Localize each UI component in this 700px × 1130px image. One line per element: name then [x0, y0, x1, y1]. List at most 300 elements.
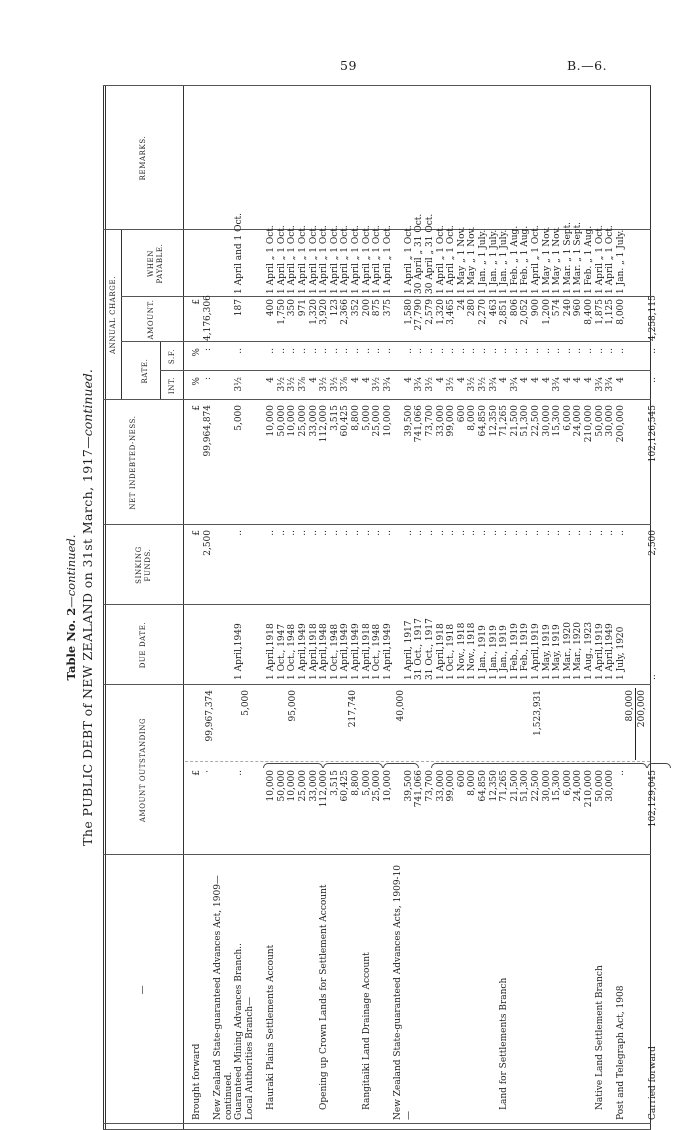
col-rule	[121, 341, 651, 342]
table-cell-when	[245, 230, 256, 294]
table-cell-label	[436, 860, 447, 1120]
table-cell-int: 4	[435, 377, 446, 383]
table-cell-int: 3¾	[594, 377, 605, 392]
table-cell-net: 50,000	[276, 405, 287, 437]
table-cell-net: 21,500	[509, 405, 520, 437]
table-cell-net: 39,500	[403, 405, 414, 437]
table-cell-charge: 187	[234, 299, 245, 317]
table-cell-charge: 960	[573, 299, 584, 317]
table-cell-int: 3¾	[488, 377, 499, 392]
table-cell-int: 3½	[234, 377, 245, 392]
land-settlements-total: 1,523,931	[533, 690, 543, 736]
table-cell-amt: 30,000	[605, 770, 616, 802]
table-cell-sf: ..	[541, 348, 552, 354]
brought-forward-total: 99,967,374	[205, 690, 215, 742]
table-cell-due: 1 Feb., 1919	[509, 623, 520, 680]
table-cell-charge: 2,851	[499, 299, 510, 325]
table-cell-net: 10,000	[382, 405, 393, 437]
page-reference: B.—6.	[567, 58, 608, 73]
table-cell-sf: ..	[509, 348, 520, 354]
table-cell-charge: 2,052	[520, 299, 531, 325]
total-rule	[635, 688, 636, 760]
table-cell-label: Post and Telegraph Act, 1908	[615, 985, 626, 1120]
table-cell-due: 1 Jan., 1919	[478, 625, 489, 680]
table-cell-int	[224, 377, 235, 399]
table-cell-sf-amt	[256, 530, 267, 602]
table-cell-sf-amt: ..	[541, 530, 552, 536]
table-cell-when	[393, 230, 404, 294]
table-cell-when: 1 April „ 1 Oct.	[361, 225, 372, 294]
col-rule	[103, 684, 651, 685]
table-cell-due	[393, 605, 404, 680]
table-cell-sf: ..	[403, 348, 414, 354]
table-cell-sf: ..	[361, 348, 372, 354]
table-cell-label	[446, 860, 457, 1120]
table-cell-due: 1 April,1949	[297, 623, 308, 680]
table-cell-sf: ..	[297, 348, 308, 354]
table-cell-sf: ..	[456, 348, 467, 354]
table-cell-amt: 99,000	[446, 770, 457, 802]
table-cell-sf: ..	[287, 348, 298, 354]
table-cell-when: 1 April „ 1 Oct.	[372, 225, 383, 294]
table-cell-amt: 600	[456, 770, 467, 788]
table-cell-label	[298, 860, 309, 1120]
table-cell-net: 71,265	[499, 405, 510, 437]
table-cell-sf: ..	[234, 348, 245, 354]
table-cell-amt: 50,000	[276, 770, 287, 802]
table-cell-when: 30 April „ 31 Oct.	[414, 213, 425, 294]
mining-total: 5,000	[241, 690, 251, 716]
table-cell-label: New Zealand State-guaranteed Advances Acts, 1909-10—	[393, 864, 414, 1120]
table-cell-charge	[245, 299, 256, 341]
table-cell-label	[510, 860, 521, 1120]
table-cell-when: 1 Feb. „ 1 Aug.	[509, 225, 520, 294]
table-cell-label	[478, 860, 489, 1120]
table-cell-charge: 352	[350, 299, 361, 317]
table-cell-sf-amt: ..	[403, 530, 414, 536]
table-cell-net	[637, 405, 648, 522]
table-cell-sf: %	[192, 348, 202, 357]
when-payable-column	[192, 212, 658, 294]
col-rule	[103, 854, 651, 855]
table-cell-label	[224, 860, 235, 1120]
table-cell-label: Hauraki Plains Settlements Account	[266, 944, 277, 1110]
table-cell-net: 8,000	[467, 405, 478, 431]
table-cell-sf: ..	[478, 348, 489, 354]
table-cell-when: 1 April „ 1 Oct.	[287, 225, 298, 294]
table-cell-sf-amt: ..	[297, 530, 308, 536]
table-cell-sf: ..	[605, 348, 616, 354]
table-cell-amt	[256, 770, 267, 850]
hauraki-total: 95,000	[288, 690, 298, 722]
table-cell-net: 30,000	[541, 405, 552, 437]
table-cell-amt	[626, 770, 637, 850]
table-cell-charge	[213, 299, 224, 341]
table-cell-label	[467, 860, 478, 1120]
table-cell-label	[372, 860, 383, 1120]
table-cell-due: 1 April,1919	[531, 623, 541, 680]
table-cell-due	[224, 605, 235, 680]
table-cell-when: 1 April „ 1 Oct.	[531, 225, 541, 294]
table-cell-sf-amt: 2,500	[202, 530, 213, 556]
table-cell-label	[605, 860, 616, 1120]
table-cell-amt: 22,500	[531, 770, 541, 802]
table-cell-when: 1 April and 1 Oct.	[234, 212, 245, 294]
table-cell-int: 3¾	[382, 377, 393, 392]
sinking-funds-column	[192, 530, 658, 602]
table-cell-amt	[213, 770, 224, 850]
table-cell-int: 4	[266, 377, 277, 383]
table-cell-charge: 875	[372, 299, 383, 317]
rate-header: RATE.	[141, 358, 149, 384]
crown-lands-total: 217,740	[348, 690, 358, 728]
table-cell-charge: 1,580	[403, 299, 414, 325]
table-cell-sf-amt: ..	[425, 530, 436, 536]
blank-header: —	[138, 984, 148, 995]
table-cell-net: 102,126,545	[647, 405, 658, 463]
table-cell-int: 3½	[276, 377, 287, 392]
table-cell-amt: 5,000	[361, 770, 372, 796]
table-cell-int: 3¾	[552, 377, 563, 392]
table-cell-label	[563, 860, 574, 1120]
table-cell-label	[277, 860, 288, 1120]
table-cell-charge: 4,258,115	[647, 295, 658, 341]
table-cell-when: 1 Mar. „ 1 Sept.	[573, 221, 584, 294]
table-cell-when	[213, 230, 224, 294]
table-cell-when: 1 Jan. „ 1 July.	[615, 229, 626, 294]
table-cell-due	[626, 605, 637, 680]
crown-lands-brace	[323, 763, 383, 768]
amount-header: AMOUNT.	[147, 299, 155, 340]
table-cell-label: Rangitaiki Land Drainage Account	[361, 952, 372, 1110]
table-cell-amt	[224, 770, 235, 850]
amount-subcolumn-rule	[185, 761, 650, 762]
table-cell-net: 24,000	[573, 405, 584, 437]
table-cell-when: 1 May „ 1 Nov.	[467, 226, 478, 294]
table-cell-sf-amt: ..	[308, 530, 319, 536]
table-cell-net: 8,800	[350, 405, 361, 431]
rotated-table-sheet	[55, 85, 658, 1130]
col-rule	[103, 524, 651, 525]
table-cell-charge: £	[192, 299, 202, 305]
table-cell-int: 3¾	[605, 377, 616, 392]
annual-amount-column	[192, 295, 658, 341]
table-cell-int: 4	[456, 377, 467, 383]
table-cell-int: %	[192, 377, 202, 386]
table-cell-int: 3⅞	[340, 377, 351, 392]
table-cell-label: Local Authorities Branch—	[244, 996, 255, 1120]
table-cell-when: 1 April „ 1 Oct.	[605, 225, 616, 294]
table-cell-net: 33,000	[435, 405, 446, 437]
land-settlements-brace	[431, 763, 647, 768]
table-cell-sf: ..	[266, 348, 277, 354]
table-cell-due: 1 Jan., 1919	[488, 625, 499, 680]
table-cell-amt: 3,515	[329, 770, 340, 796]
native-land-total: 80,000	[625, 690, 635, 722]
table-cell-amt: 33,000	[308, 770, 319, 802]
table-cell-when: 1 April „ 1 Oct.	[446, 225, 457, 294]
table-cell-charge: 971	[297, 299, 308, 317]
top-rule-double	[105, 85, 106, 1130]
amount-outstanding-column	[192, 770, 658, 850]
table-cell-sf: ..	[583, 348, 594, 354]
table-cell-net	[224, 405, 235, 522]
table-cell-due	[637, 605, 648, 680]
net-indebtedness-header: NET INDEBTED-NESS.	[129, 415, 137, 510]
table-cell-due	[192, 605, 203, 680]
table-cell-charge: 240	[562, 299, 573, 317]
table-cell-sf: ..	[488, 348, 499, 354]
table-cell-due: 31 Oct., 1917	[425, 618, 436, 680]
table-cell-sf-amt: ..	[234, 530, 245, 536]
table-cell-when: 1 April „ 1 Oct.	[350, 225, 361, 294]
table-cell-sf-amt: 2,500	[647, 530, 658, 556]
table-cell-label: Land for Settlements Branch	[499, 977, 510, 1110]
table-cell-when	[256, 230, 267, 294]
table-cell-charge: 8,000	[615, 299, 626, 325]
table-cell-label: Guaranteed Mining Advances Branch..	[234, 943, 245, 1120]
table-cell-charge: 1,320	[435, 299, 446, 325]
due-date-column	[192, 605, 658, 680]
table-cell-label	[425, 860, 436, 1120]
table-cell-int: 3½	[467, 377, 478, 392]
table-cell-when: 1 April „ 1 Oct.	[340, 225, 351, 294]
table-cell-int: 4	[499, 377, 510, 383]
table-cell-amt: ..	[615, 770, 626, 776]
table-cell-when: 1 April „ 1 Oct.	[435, 225, 446, 294]
sf-header: S.F.	[168, 348, 176, 365]
table-cell-due: 1 Oct., 1948	[372, 623, 383, 680]
table-cell-charge: 1,200	[541, 299, 552, 325]
table-cell-when: 1 Feb. „ 1 Aug.	[583, 225, 594, 294]
table-cell-due: 1 Oct., 1948	[287, 623, 298, 680]
table-cell-amt: 15,300	[552, 770, 563, 802]
table-cell-int: 3½	[287, 377, 298, 392]
table-cell-sf-amt: ..	[605, 530, 616, 536]
table-cell-label	[584, 860, 595, 1120]
table-cell-int	[256, 377, 267, 399]
table-cell-when: 1 April „ 1 Oct.	[319, 225, 330, 294]
table-cell-int: 3½	[372, 377, 383, 392]
table-cell-amt: 741,066	[414, 770, 425, 808]
table-cell-sf: ..	[562, 348, 573, 354]
table-cell-charge: 8,400	[583, 299, 594, 325]
table-cell-net: 5,000	[234, 405, 245, 431]
when-payable-header: WHEN PAYABLE.	[147, 243, 164, 284]
table-cell-due: 1 April,1948	[319, 623, 330, 680]
table-cell-sf-amt: ..	[531, 530, 541, 536]
table-cell-label: Carried forward	[647, 1046, 658, 1120]
table-cell-net: 3,515	[329, 405, 340, 431]
sinking-funds-header: SINKING FUNDS.	[135, 546, 152, 584]
table-cell-net: 99,964,874	[202, 405, 213, 457]
table-cell-sf-amt: ..	[350, 530, 361, 536]
table-cell-amt	[393, 770, 404, 850]
table-cell-when: 1 April „ 1 Oct.	[297, 225, 308, 294]
table-cell-sf: ..	[372, 348, 383, 354]
table-cell-sf: ..	[435, 348, 446, 354]
table-cell-sf-amt: ..	[414, 530, 425, 536]
table-cell-charge: 3,465	[446, 299, 457, 325]
table-cell-int: 4	[520, 377, 531, 383]
table-cell-label	[309, 860, 320, 1120]
table-cell-when	[192, 230, 203, 294]
table-cell-amt: 51,300	[520, 770, 531, 802]
table-cell-amt: 39,500	[403, 770, 414, 802]
net-indebtedness-column	[192, 405, 658, 522]
table-cell-net: 30,000	[605, 405, 616, 437]
table-cell-sf	[393, 348, 404, 370]
table-cell-due: 1 April,1949	[382, 623, 393, 680]
table-cell-label: Native Land Settlement Branch	[594, 965, 605, 1110]
table-cell-net: 12,350	[488, 405, 499, 437]
table-cell-sf: ..	[446, 348, 457, 354]
table-cell-charge: 2,579	[425, 299, 436, 325]
table-cell-sf-amt: ..	[488, 530, 499, 536]
table-cell-charge: 806	[509, 299, 520, 317]
table-cell-int: 3½	[319, 377, 330, 392]
table-cell-amt	[245, 770, 256, 850]
table-cell-sf-amt	[224, 530, 235, 602]
table-cell-due: 1 April,1918	[361, 623, 372, 680]
table-cell-net	[213, 405, 224, 522]
table-cell-net: 5,000	[361, 405, 372, 431]
table-cell-due	[245, 605, 256, 680]
table-cell-sf-amt	[393, 530, 404, 602]
table-cell-amt: 8,000	[467, 770, 478, 796]
table-cell-due: 1 April,1949	[350, 623, 361, 680]
table-cell-amt: 50,000	[594, 770, 605, 802]
table-cell-sf-amt: ..	[435, 530, 446, 536]
annual-charge-header: ANNUAL CHARGE.	[109, 275, 117, 355]
table-cell-net: £	[192, 405, 202, 411]
table-cell-charge	[626, 299, 637, 341]
table-cell-charge	[256, 299, 267, 341]
table-cell-sf: ..	[520, 348, 531, 354]
table-cell-label	[203, 860, 214, 1120]
table-cell-net	[245, 405, 256, 522]
table-cell-net: 25,000	[372, 405, 383, 437]
top-rule	[103, 85, 104, 1130]
table-cell-amt: ·	[202, 770, 213, 773]
table-cell-int	[637, 377, 648, 399]
table-cell-due: 1 July, 1920	[615, 626, 626, 680]
table-cell-charge: 24	[456, 299, 467, 311]
table-cell-label: Opening up Crown Lands for Settlement Account	[319, 884, 330, 1110]
table-cell-sf: ..	[573, 348, 584, 354]
table-cell-int: 3½	[425, 377, 436, 392]
col-rule	[103, 1123, 651, 1124]
table-cell-label	[457, 860, 468, 1120]
table-cell-due: 1 Jan., 1919	[499, 625, 510, 680]
table-cell-int: 3½	[478, 377, 489, 392]
table-cell-sf-amt: ..	[478, 530, 489, 536]
table-cell-int: ..	[647, 377, 658, 383]
table-cell-amt: 24,000	[573, 770, 584, 802]
table-cell-when: 1 Feb. „ 1 Aug.	[520, 225, 531, 294]
table-cell-amt: 10,000	[382, 770, 393, 802]
table-cell-when	[637, 230, 648, 294]
table-cell-sf: ..	[414, 348, 425, 354]
table-cell-sf-amt: ..	[562, 530, 573, 536]
table-cell-amt: £	[192, 770, 202, 776]
table-cell-sf-amt: ..	[573, 530, 584, 536]
table-cell-int	[626, 377, 637, 399]
rate-int-column	[192, 377, 658, 399]
table-cell-net: 10,000	[266, 405, 277, 437]
table-cell-due: 1 May, 1919	[541, 624, 552, 680]
table-cell-charge: 1,125	[605, 299, 616, 325]
table-cell-amt: 25,000	[372, 770, 383, 802]
table-cell-when	[203, 230, 214, 294]
table-cell-sf: ..	[499, 348, 510, 354]
table-cell-due: 1 April,1919	[594, 623, 605, 680]
table-cell-net	[393, 405, 404, 522]
table-cell-label	[542, 860, 553, 1120]
table-cell-charge: 1,750	[276, 299, 287, 325]
table-cell-charge: 400	[266, 299, 277, 317]
table-cell-net: 210,000	[583, 405, 594, 443]
post-telegraph-total: 200,000	[637, 690, 647, 728]
table-cell-charge	[637, 299, 648, 341]
table-cell-net: 51,300	[520, 405, 531, 437]
table-cell-due: 1 April,1918	[308, 623, 319, 680]
table-cell-sf-amt: ..	[287, 530, 298, 536]
table-cell-charge: 280	[467, 299, 478, 317]
table-cell-when: 1 May „ 1 Nov.	[552, 226, 563, 294]
table-cell-net: 6,000	[562, 405, 573, 431]
table-cell-label	[573, 860, 584, 1120]
table-cell-int	[393, 377, 404, 399]
table-cell-int: 3½	[329, 377, 340, 392]
table-cell-int: 3½	[446, 377, 457, 392]
table-cell-due: 1 Aug., 1923	[583, 621, 594, 680]
table-cell-due: 31 Oct., 1917	[414, 618, 425, 680]
amount-outstanding-header: AMOUNT OUTSTANDING	[139, 717, 147, 823]
table-cell-charge: 27,790	[414, 299, 425, 331]
table-cell-sf: ..	[594, 348, 605, 354]
table-cell-int: 4	[403, 377, 414, 383]
table-cell-sf-amt: ..	[615, 530, 626, 536]
table-cell-int: 3⅞	[297, 377, 308, 392]
table-cell-sf-amt: ..	[319, 530, 330, 536]
table-cell-due: ..	[647, 674, 658, 680]
annual-charge-rule	[121, 230, 122, 400]
table-cell-int	[213, 377, 224, 399]
table-cell-sf-amt: ..	[583, 530, 594, 536]
table-cell-due: 1 April,1949	[605, 623, 616, 680]
table-cell-due: 1 April,1949	[340, 623, 351, 680]
table-cell-net: 99,000	[446, 405, 457, 437]
table-cell-charge: 200	[361, 299, 372, 317]
table-cell-sf-amt: ..	[382, 530, 393, 536]
table-cell-when: 1 Jan. „ 1 July.	[488, 229, 499, 294]
table-cell-due: 1 Oct., 1947	[276, 623, 287, 680]
table-cell-amt: 64,850	[478, 770, 489, 802]
table-cell-net: 22,500	[531, 405, 541, 437]
table-cell-due: 1 May, 1919	[552, 624, 563, 680]
table-cell-sf-amt	[245, 530, 256, 602]
table-cell-sf-amt	[626, 530, 637, 602]
table-cell-label	[287, 860, 298, 1120]
table-cell-net: 73,700	[425, 405, 436, 437]
table-cell-when: 1 April „ 1 Oct.	[382, 225, 393, 294]
table-cell-amt: 25,000	[297, 770, 308, 802]
table-cell-int: 4	[583, 377, 594, 383]
table-cell-amt: 12,350	[488, 770, 499, 802]
table-cell-amt: 6,000	[562, 770, 573, 796]
table-cell-net	[256, 405, 267, 522]
